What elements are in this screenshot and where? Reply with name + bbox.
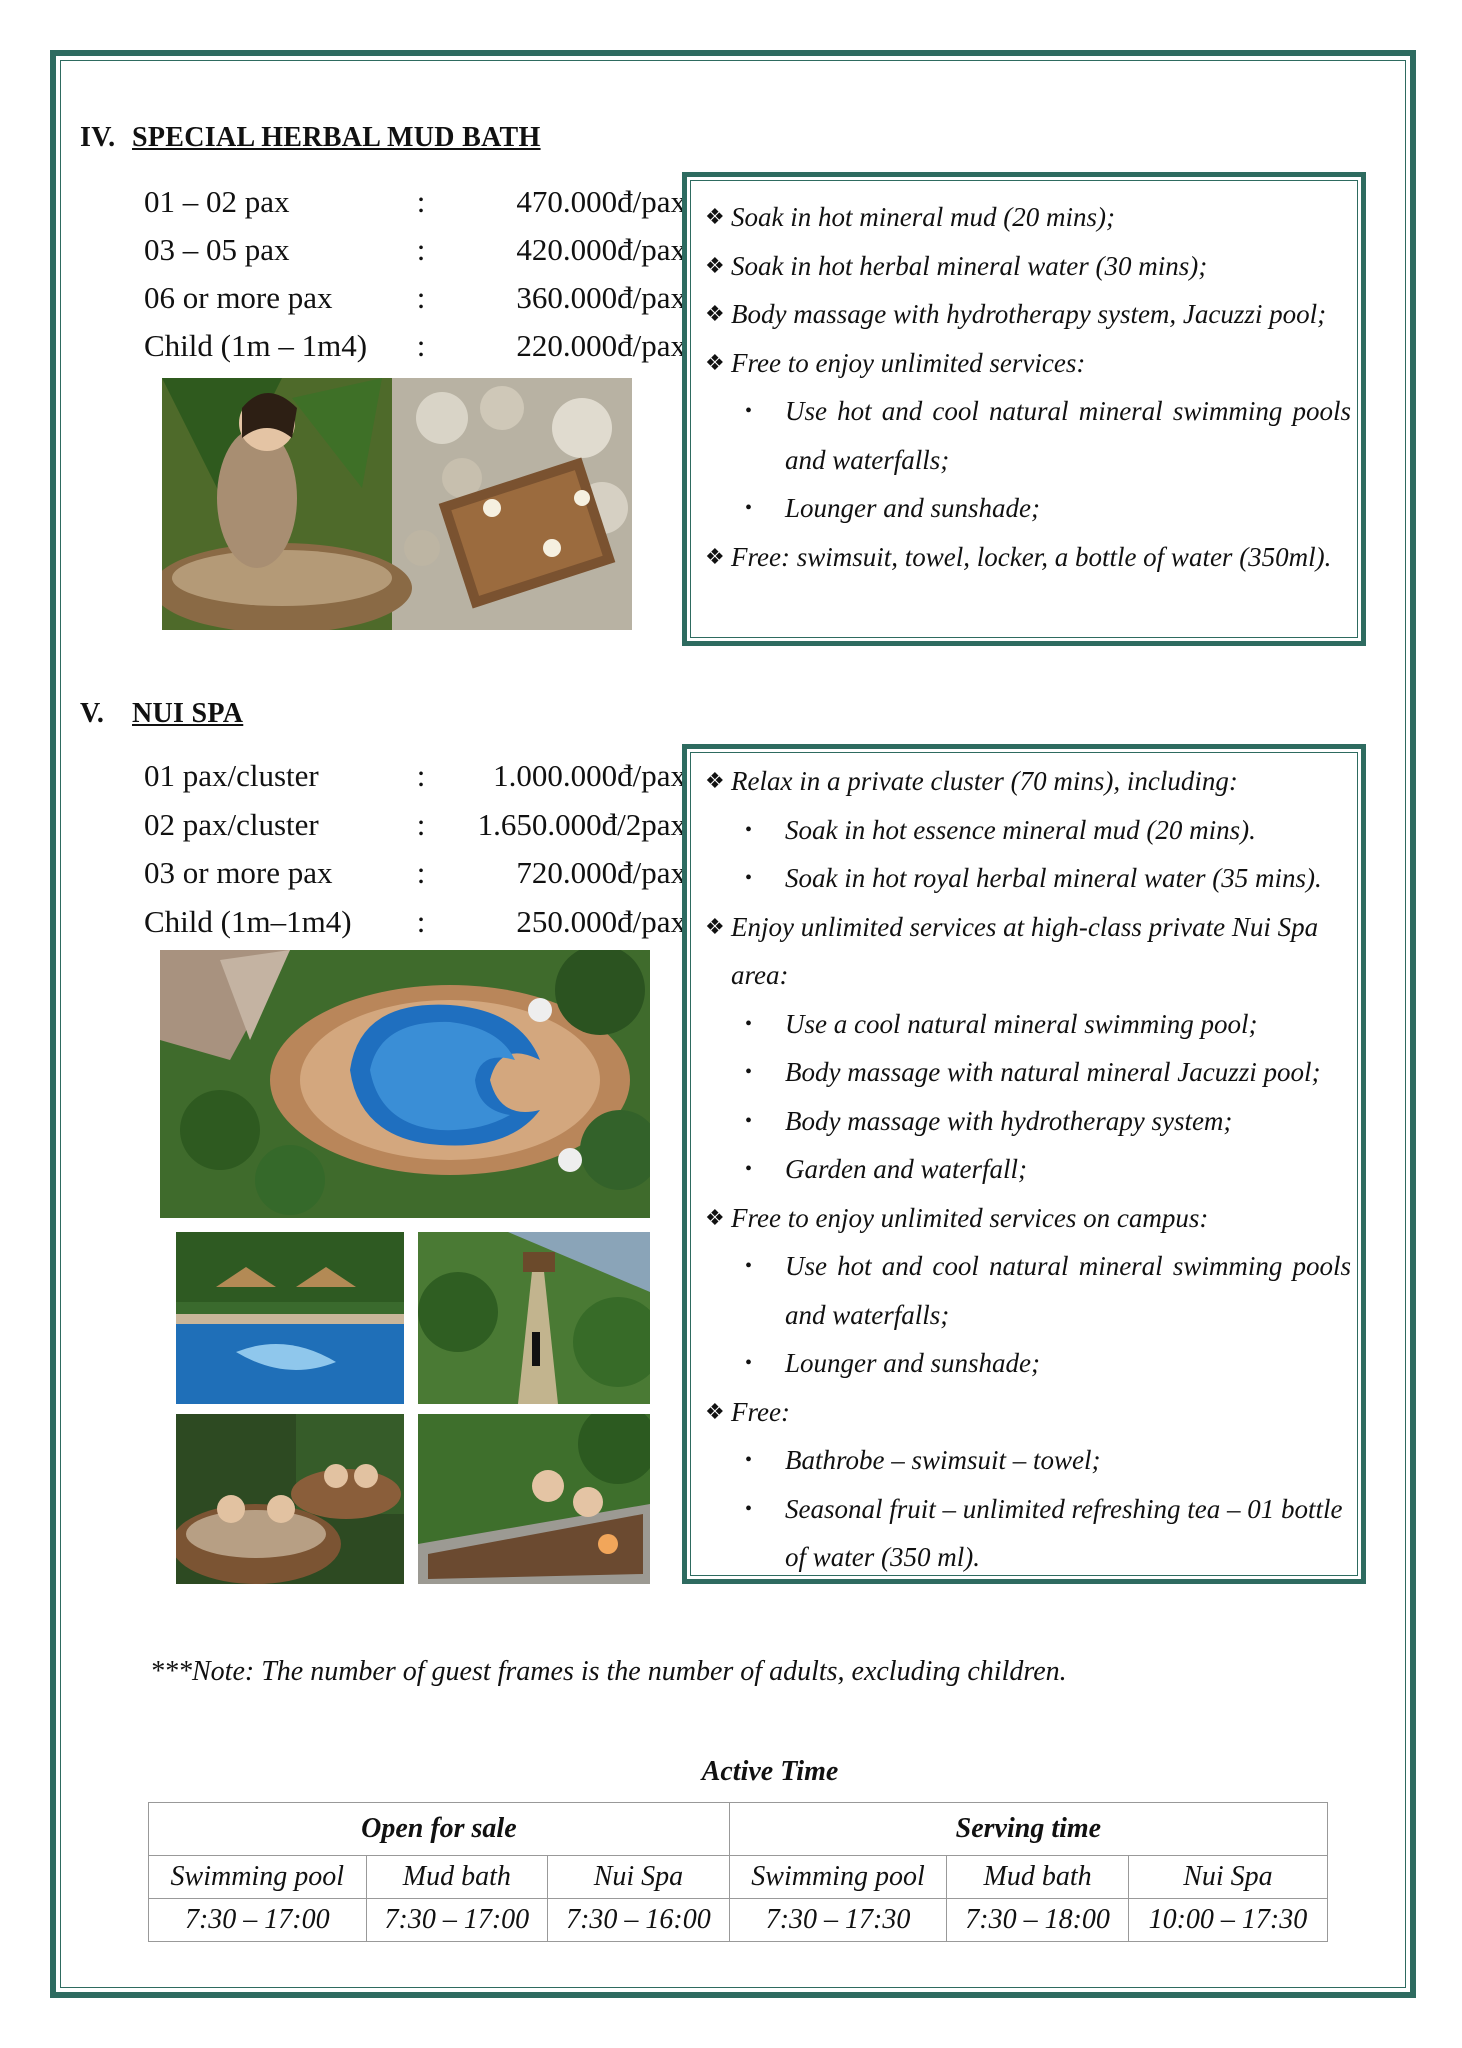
active-time-table: [148, 1802, 1328, 1942]
column-header: Nui Spa: [548, 1856, 730, 1899]
price-value: 250.000đ/pax: [516, 903, 686, 939]
column-header: Swimming pool: [149, 1856, 367, 1899]
service-item: ❖ Soak in hot herbal mineral water (30 mins);: [697, 242, 1351, 291]
section-5-heading: [80, 698, 243, 730]
time-cell: 7:30 – 17:30: [729, 1899, 947, 1942]
price-value: 420.000đ/pax: [516, 232, 686, 267]
price-sep: :: [416, 758, 426, 793]
time-cell: 10:00 – 17:30: [1128, 1899, 1327, 1942]
price-label: Child (1m–1m4): [144, 903, 352, 939]
section-title: SPECIAL HERBAL MUD BATH: [132, 122, 541, 153]
service-subitem: • Use a cool natural mineral swimming pool;: [697, 1000, 1351, 1049]
table-header-row: [149, 1803, 1328, 1856]
section-number: V.: [80, 698, 105, 729]
service-item: ❖ Soak in hot mineral mud (20 mins);: [697, 193, 1351, 242]
price-value: 1.000.000đ/pax: [493, 758, 686, 793]
price-value: 220.000đ/pax: [516, 328, 686, 363]
price-value: 720.000đ/pax: [516, 855, 686, 890]
price-label: 03 – 05 pax: [144, 232, 290, 267]
price-row: [144, 226, 686, 274]
mud-bath-price-table: [144, 178, 686, 370]
nui-spa-price-table: [144, 752, 686, 946]
service-subitem: • Seasonal fruit – unlimited refreshing tea – 01 bottle of water (350 ml).: [697, 1485, 1351, 1582]
service-subitem: • Garden and waterfall;: [697, 1145, 1351, 1194]
time-cell: 7:30 – 16:00: [548, 1899, 730, 1942]
service-subitem: • Body massage with natural mineral Jacuzzi pool;: [697, 1048, 1351, 1097]
price-value: 1.650.000đ/2pax: [477, 806, 686, 842]
walkway-photo: [418, 1232, 650, 1404]
price-row: [144, 898, 686, 947]
price-row: [144, 801, 686, 850]
price-label: 01 – 02 pax: [144, 184, 290, 219]
table-row: [149, 1899, 1328, 1942]
time-cell: 7:30 – 17:00: [366, 1899, 548, 1942]
service-subitem: • Lounger and sunshade;: [697, 1339, 1351, 1388]
service-subitem: • Body massage with hydrotherapy system;: [697, 1097, 1351, 1146]
price-label: Child (1m – 1m4): [144, 328, 368, 363]
service-subitem: • Soak in hot royal herbal mineral water (35 mins).: [697, 854, 1351, 903]
column-header: Mud bath: [366, 1856, 548, 1899]
price-sep: :: [416, 184, 426, 219]
service-item: ❖ Free to enjoy unlimited services on campus:: [697, 1194, 1351, 1243]
services-list: [697, 757, 1351, 1582]
nui-spa-aerial-photo: [160, 950, 650, 1218]
nui-spa-services-box: [682, 744, 1366, 1584]
table-row: [149, 1856, 1328, 1899]
mud-bath-photo: [162, 378, 632, 630]
price-sep: :: [416, 855, 426, 890]
note-text: ***Note: The number of guest frames is the number of adults, excluding children.: [150, 1656, 1067, 1687]
price-value: 360.000đ/pax: [516, 280, 686, 315]
column-header: Swimming pool: [729, 1856, 947, 1899]
column-header: Nui Spa: [1128, 1856, 1327, 1899]
services-list: [697, 193, 1351, 581]
mud-tub-photo: [176, 1414, 404, 1584]
price-row: [144, 849, 686, 898]
section-4-heading: [80, 122, 541, 154]
service-item: ❖ Free:: [697, 1388, 1351, 1437]
price-row: [144, 752, 686, 801]
active-time-title: Active Time: [701, 1756, 839, 1787]
column-header: Mud bath: [947, 1856, 1129, 1899]
service-item: ❖ Relax in a private cluster (70 mins), including:: [697, 757, 1351, 806]
service-subitem: • Use hot and cool natural mineral swimming pools and waterfalls;: [697, 1242, 1351, 1339]
service-subitem: • Lounger and sunshade;: [697, 484, 1351, 533]
section-number: IV.: [80, 122, 116, 153]
time-cell: 7:30 – 18:00: [947, 1899, 1129, 1942]
price-value: 470.000đ/pax: [516, 184, 686, 219]
herbal-bath-photo: [418, 1414, 650, 1584]
service-item: ❖ Enjoy unlimited services at high-class private Nui Spa area:: [697, 903, 1351, 1000]
time-cell: 7:30 – 17:00: [149, 1899, 367, 1942]
group-open-for-sale: Open for sale: [149, 1803, 730, 1856]
price-label: 01 pax/cluster: [144, 758, 319, 793]
service-subitem: • Bathrobe – swimsuit – towel;: [697, 1436, 1351, 1485]
service-item: ❖ Free: swimsuit, towel, locker, a bottle of water (350ml).: [697, 533, 1351, 582]
price-sep: :: [416, 232, 426, 267]
price-sep: :: [416, 328, 426, 363]
pool-photo: [176, 1232, 404, 1404]
service-subitem: • Use hot and cool natural mineral swimming pools and waterfalls;: [697, 387, 1351, 484]
price-row: [144, 274, 686, 322]
price-label: 03 or more pax: [144, 855, 333, 890]
price-label: 02 pax/cluster: [144, 806, 319, 842]
group-serving-time: Serving time: [729, 1803, 1327, 1856]
service-item: ❖ Body massage with hydrotherapy system, Jacuzzi pool;: [697, 290, 1351, 339]
section-title: NUI SPA: [132, 698, 244, 729]
service-item: ❖ Free to enjoy unlimited services:: [697, 339, 1351, 388]
price-sep: :: [416, 903, 426, 939]
price-sep: :: [416, 280, 426, 315]
price-row: [144, 178, 686, 226]
service-subitem: • Soak in hot essence mineral mud (20 mins).: [697, 806, 1351, 855]
price-label: 06 or more pax: [144, 280, 333, 315]
mud-bath-services-box: [682, 172, 1366, 646]
price-row: [144, 322, 686, 370]
price-sep: :: [416, 806, 426, 842]
